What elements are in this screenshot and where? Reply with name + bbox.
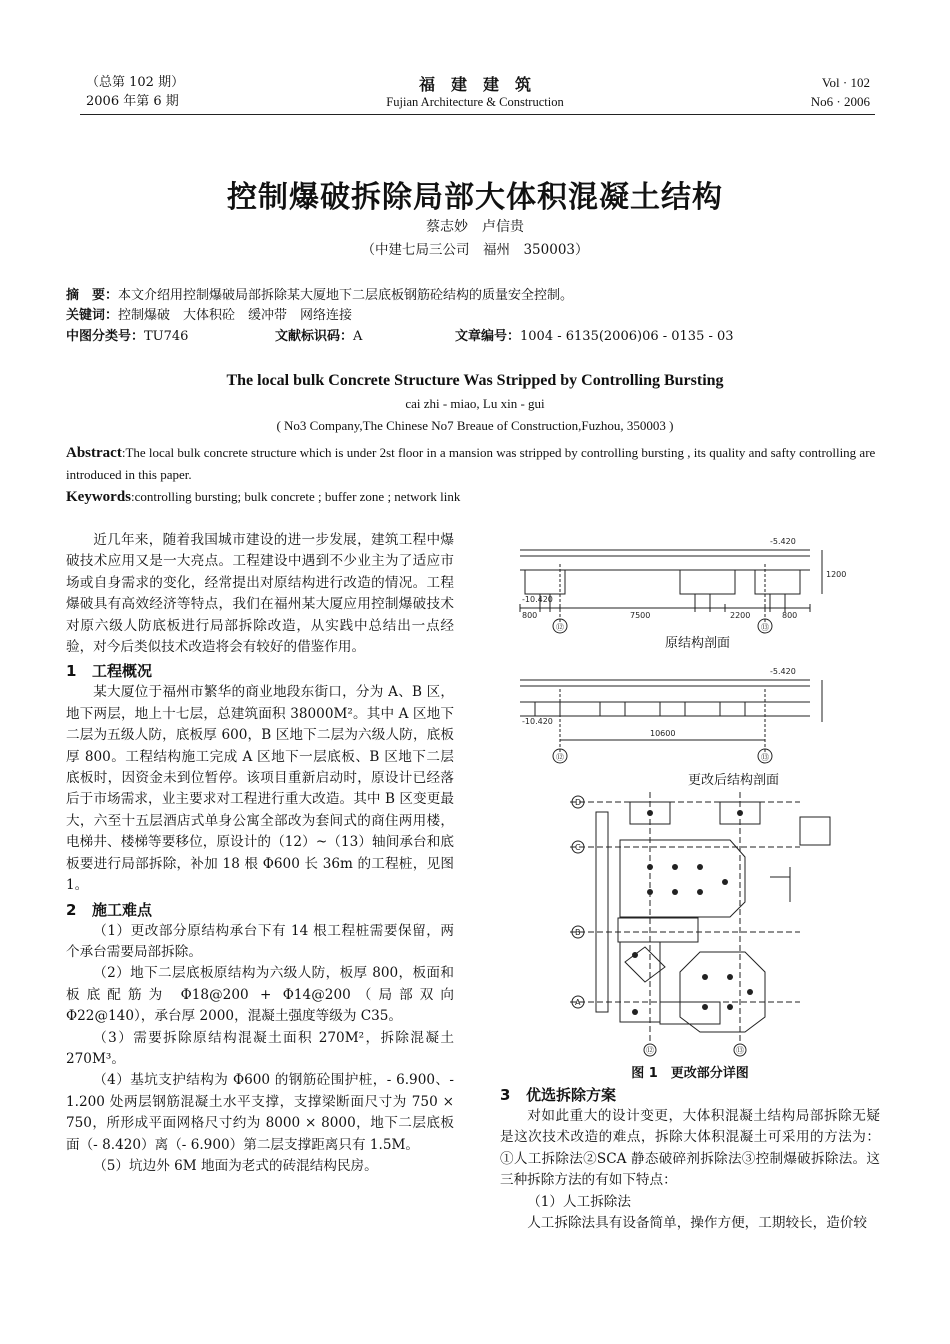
issue: No6 · 2006 xyxy=(810,94,870,109)
section-1-title: 工程概况 xyxy=(92,662,153,681)
axis-label: A xyxy=(575,998,581,1007)
axis-label: C xyxy=(575,843,581,852)
axis-label: D xyxy=(575,798,582,807)
keywords-label-cn: 关键词： xyxy=(66,308,119,323)
subsection-1-paragraph: 人工拆除法具有设备简单，操作方便，工期较长，造价较 xyxy=(527,1215,868,1232)
section-3-number: 3 xyxy=(500,1086,511,1104)
axis-label: ⑫ xyxy=(556,753,564,762)
plan-drawing xyxy=(570,792,830,1056)
section-3-title: 优选拆除方案 xyxy=(526,1086,617,1104)
keywords-text-en: :controlling bursting; bulk concrete ; buffer zone ; network link xyxy=(131,489,461,504)
abstract-text-en: :The local bulk concrete structure which is under 2st floor in a mansion was stripped by controlling bursting , its quality and safty controlling are introduced in this paper. xyxy=(66,445,876,482)
elevation-label: -10.420 xyxy=(522,717,553,726)
keywords-cn xyxy=(66,306,876,326)
doc-code xyxy=(275,327,362,347)
article-number-value: 1004 - 6135(2006)06 - 0135 - 03 xyxy=(520,329,734,344)
figure-caption: 图 1 更改部分详图 xyxy=(631,1066,749,1081)
affiliation-en: ( No3 Company,The Chinese No7 Breaue of Construction,Fuzhou, 350003 ) xyxy=(276,418,674,433)
section-3-paragraph: 对如此重大的设计变更，大体积混凝土结构局部拆除无疑是这次技术改造的难点，拆除大体积混凝土可采用的方法为：①人工拆除法②SCA 静态破碎剂拆除法③控制爆破拆除法。这三种拆除方法的有如下特点： xyxy=(500,1108,880,1189)
axis-label: B xyxy=(575,928,581,937)
axis-label: ⑬ xyxy=(761,623,769,632)
article-number xyxy=(455,327,734,347)
clc xyxy=(66,327,188,347)
section-1-paragraph: 某大厦位于福州市繁华的商业地段东街口，分为 A、B 区，地下两层，地上十七层，总建筑面积 38000M²。其中 A 区地下二层为五级人防，底板厚 600，B 区地下二层为六级人防，底板厚 800。工程结构施工完成 A 区地下一层底板、B 区地下二层底板时，因资金未到位暂停。该项目重新启动时，原设计已经落后于市场需求，业主要求对工程进行重大改造。其中 B 区变更最大，六至十五层酒店式单身公寓全部改为套间式的商住两用楼，电梯井、楼梯等要移位，原设计的（12）~（13）轴间承台和底板要进行局部拆除，补加 18 根 Φ600 长 36m 的工程桩，见图 1。 xyxy=(66,684,454,894)
dimension-label: 800 xyxy=(782,611,798,620)
dimension-label: 1200 xyxy=(826,570,847,579)
article-title-en: The local bulk Concrete Structure Was Stripped by Controlling Bursting xyxy=(226,372,724,389)
abstract-cn xyxy=(66,286,876,306)
abstract-text-cn: 本文介绍用控制爆破局部拆除某大厦地下二层底板钢筋砼结构的质量安全控制。 xyxy=(118,288,574,303)
article-number-label: 文章编号： xyxy=(455,329,521,344)
section-3-heading xyxy=(500,1084,880,1106)
axis-label: ⑫ xyxy=(556,623,564,632)
journal-name-en: Fujian Architecture & Construction xyxy=(386,95,564,109)
section-2-heading xyxy=(66,899,454,921)
abstract-label-en: Abstract xyxy=(66,445,122,461)
left-column xyxy=(66,530,454,1177)
section-2-title: 施工难点 xyxy=(92,900,153,919)
difficulty-item: （1）更改部分原结构承台下有 14 根工程桩需要保留，两个承台需要局部拆除。 xyxy=(66,922,454,960)
section-2-number: 2 xyxy=(66,900,77,919)
clc-label: 中图分类号： xyxy=(66,329,145,344)
abstract-en xyxy=(66,442,878,486)
difficulty-item: （4）基坑支护结构为 Φ600 的钢筋砼围护桩，- 6.900、- 1.200 处两层钢筋混凝土水平支撑，支撑梁断面尺寸为 750 × 750，所形成平面网格尺寸约为 8000 × 8000，地下二层底板面（- 8.420）离（- 6.900）第二层支撑距离只有 1.5M。 xyxy=(66,1072,454,1153)
original-section-label: 原结构剖面 xyxy=(665,636,731,651)
dimension-label: 800 xyxy=(522,611,538,620)
clc-value: TU746 xyxy=(144,329,189,344)
issue-number: 2006 年第 6 期 xyxy=(86,94,179,109)
section-1-heading xyxy=(66,660,454,682)
volume: Vol · 102 xyxy=(821,75,870,90)
right-column xyxy=(500,1082,880,1234)
difficulty-item: （5）坑边外 6M 地面为老式的砖混结构民房。 xyxy=(93,1157,378,1174)
doc-code-value: A xyxy=(353,329,363,344)
figure-1 xyxy=(500,522,880,1062)
elevation-label: -5.420 xyxy=(770,537,796,546)
modified-section-drawing xyxy=(520,680,822,763)
abstract-label-cn: 摘 要： xyxy=(66,288,119,303)
authors-en: cai zhi - miao, Lu xin - gui xyxy=(405,396,545,411)
axis-label: ⑫ xyxy=(646,1046,654,1055)
difficulty-item: （3）需要拆除原结构混凝土面积 270M²，拆除混凝土 270M³。 xyxy=(66,1029,454,1067)
affiliation-cn: （中建七局三公司 福州 350003） xyxy=(361,242,589,258)
subsection-1-heading: （1）人工拆除法 xyxy=(527,1193,631,1210)
axis-label: ⑬ xyxy=(761,753,769,762)
difficulty-item: （2）地下二层底板原结构为六级人防，板厚 800，板面和板底配筋为 Φ18@200 + Φ14@200（局部双向 Φ22@140），承台厚 2000，混凝土强度等级为 C35。 xyxy=(66,965,454,1025)
keywords-en xyxy=(66,487,878,507)
dimension-label: 7500 xyxy=(630,611,651,620)
keywords-label-en: Keywords xyxy=(66,489,131,505)
issue-total: （总第 102 期） xyxy=(86,75,185,90)
elevation-label: -10.420 xyxy=(522,595,553,604)
figure-1-drawing xyxy=(500,522,880,1062)
article-title-cn: 控制爆破拆除局部大体积混凝土结构 xyxy=(227,180,723,215)
dimension-label: 2200 xyxy=(730,611,751,620)
section-1-number: 1 xyxy=(66,662,77,681)
axis-label: ⑬ xyxy=(736,1046,744,1055)
doc-code-label: 文献标识码： xyxy=(275,329,354,344)
keywords-text-cn: 控制爆破 大体积砼 缓冲带 网络连接 xyxy=(118,308,353,323)
original-section-drawing xyxy=(520,550,822,633)
authors-cn: 蔡志妙 卢信贵 xyxy=(426,219,524,235)
header-rule xyxy=(80,114,875,115)
journal-name-cn: 福 建 建 筑 xyxy=(418,75,531,94)
dimension-label: 10600 xyxy=(650,729,676,738)
intro-paragraph: 近几年来，随着我国城市建设的进一步发展，建筑工程中爆破技术应用又是一大亮点。工程建设中遇到不少业主为了适应市场或自身需求的变化，经常提出对原结构进行改造的情况。工程爆破具有高效经济等特点，我们在福州某大厦应用控制爆破技术对原六级人防底板进行局部拆除改造，从实践中总结出一点经验，对今后类似技术改造将会有较好的借鉴作用。 xyxy=(66,532,454,656)
elevation-label: -5.420 xyxy=(770,667,796,676)
modified-section-label: 更改后结构剖面 xyxy=(688,773,780,788)
